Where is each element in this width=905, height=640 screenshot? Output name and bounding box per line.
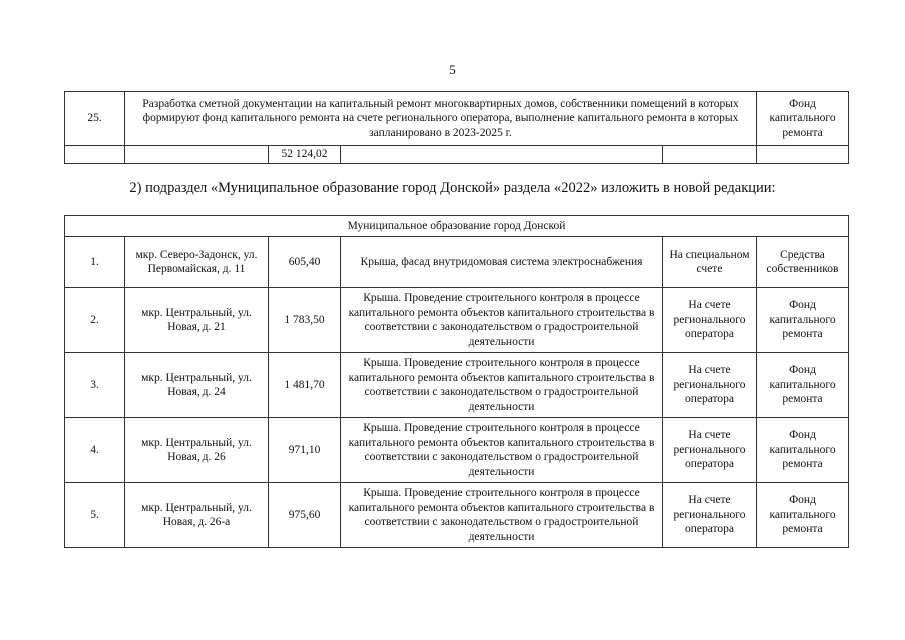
row-number: 3.: [65, 353, 125, 418]
empty-cell: [65, 146, 125, 164]
table-row: [65, 288, 849, 353]
empty-cell: [341, 146, 663, 164]
empty-cell: [125, 146, 269, 164]
address-cell: мкр. Центральный, ул. Новая, д. 26: [125, 418, 269, 483]
amount-cell: 1 783,50: [269, 288, 341, 353]
amount-cell: 1 481,70: [269, 353, 341, 418]
section-heading: Муниципальное образование город Донской: [65, 216, 849, 237]
amendment-paragraph: 2) подраздел «Муниципальное образование город Донской» раздела «2022» изложить в новой редакции:: [129, 180, 776, 196]
work-cell: Крыша. Проведение строительного контроля в процессе капитального ремонта объектов капитального строительства в соответствии с законодательством о градостроительной деятельности: [341, 483, 663, 548]
total-amount: 52 124,02: [269, 146, 341, 164]
work-description: Разработка сметной документации на капитальный ремонт многоквартирных домов, собственники помещений в которых формируют фонд капитального ремонта на счете регионального оператора, выполнение капитального ремонта в которых запланировано в 2023-2025 г.: [125, 92, 757, 146]
table-row: [65, 146, 849, 164]
section-heading-row: [65, 216, 849, 237]
amount-cell: 975,60: [269, 483, 341, 548]
row-number: 2.: [65, 288, 125, 353]
row-number: 5.: [65, 483, 125, 548]
account-cell: На счете регионального оператора: [663, 483, 757, 548]
source-cell: Фонд капитального ремонта: [757, 483, 849, 548]
work-cell: Крыша, фасад внутридомовая система электроснабжения: [341, 237, 663, 288]
page-number: 5: [449, 62, 456, 77]
row-number: 1.: [65, 237, 125, 288]
address-cell: мкр. Центральный, ул. Новая, д. 24: [125, 353, 269, 418]
address-cell: мкр. Центральный, ул. Новая, д. 26-а: [125, 483, 269, 548]
top-table: [64, 91, 849, 164]
row-number: 25.: [65, 92, 125, 146]
account-cell: На специальном счете: [663, 237, 757, 288]
source-cell: Фонд капитального ремонта: [757, 288, 849, 353]
address-cell: мкр. Северо-Задонск, ул. Первомайская, д. 11: [125, 237, 269, 288]
section-table: [64, 215, 849, 548]
table-row: [65, 92, 849, 146]
funding-source: Фонд капитального ремонта: [757, 92, 849, 146]
account-cell: На счете регионального оператора: [663, 418, 757, 483]
account-cell: На счете регионального оператора: [663, 288, 757, 353]
empty-cell: [663, 146, 757, 164]
table-row: [65, 418, 849, 483]
source-cell: Фонд капитального ремонта: [757, 353, 849, 418]
table-row: [65, 353, 849, 418]
row-number: 4.: [65, 418, 125, 483]
source-cell: Фонд капитального ремонта: [757, 418, 849, 483]
work-cell: Крыша. Проведение строительного контроля в процессе капитального ремонта объектов капитального строительства в соответствии с законодательством о градостроительной деятельности: [341, 288, 663, 353]
amount-cell: 971,10: [269, 418, 341, 483]
amount-cell: 605,40: [269, 237, 341, 288]
account-cell: На счете регионального оператора: [663, 353, 757, 418]
source-cell: Средства собственников: [757, 237, 849, 288]
empty-cell: [757, 146, 849, 164]
address-cell: мкр. Центральный, ул. Новая, д. 21: [125, 288, 269, 353]
table-row: [65, 237, 849, 288]
work-cell: Крыша. Проведение строительного контроля в процессе капитального ремонта объектов капитального строительства в соответствии с законодательством о градостроительной деятельности: [341, 418, 663, 483]
table-row: [65, 483, 849, 548]
work-cell: Крыша. Проведение строительного контроля в процессе капитального ремонта объектов капитального строительства в соответствии с законодательством о градостроительной деятельности: [341, 353, 663, 418]
